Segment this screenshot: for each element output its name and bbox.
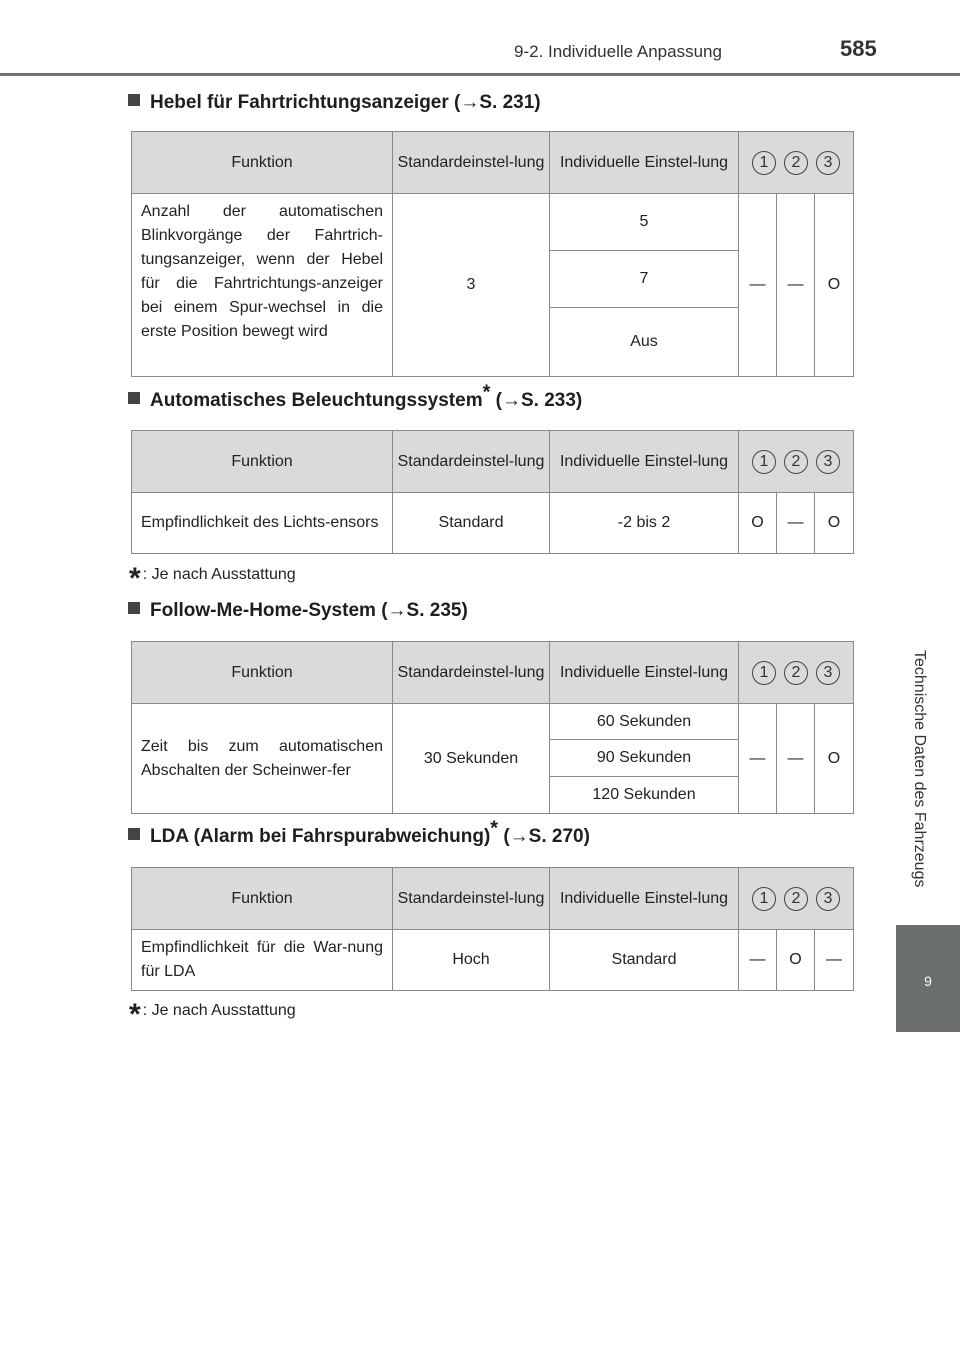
section-title: 9-2. Individuelle Anpassung <box>514 42 722 61</box>
col-header-custom: Individuelle Einstel-lung <box>550 642 739 704</box>
col-header-default: Standardeinstel-lung <box>393 431 550 493</box>
col-header-function: Funktion <box>132 431 393 493</box>
method-2-value: — <box>777 194 815 377</box>
col-header-methods <box>739 642 854 704</box>
col-header-custom: Individuelle Einstel-lung <box>550 868 739 930</box>
custom-option: 120 Sekunden <box>550 777 739 814</box>
method-1-value: — <box>739 930 777 991</box>
circled-2-icon: 2 <box>784 887 808 911</box>
method-3-value: — <box>815 930 854 991</box>
col-header-default: Standardeinstel-lung <box>393 132 550 194</box>
circled-1-icon: 1 <box>752 661 776 685</box>
default-value: Standard <box>393 493 550 554</box>
table-header-row <box>132 868 854 930</box>
section-heading-lda: LDA (Alarm bei Fahrspurabweichung)* (→S. 270) <box>128 826 590 848</box>
method-3-value: O <box>815 704 854 814</box>
chapter-number: 9 <box>924 973 932 989</box>
chapter-tab <box>896 925 960 1032</box>
table-header-row <box>132 132 854 194</box>
col-header-methods <box>739 431 854 493</box>
method-2-value: — <box>777 493 815 554</box>
bullet-square-icon <box>128 94 140 106</box>
method-1-value: O <box>739 493 777 554</box>
function-description: Empfindlichkeit für die War-nung für LDA <box>132 930 393 991</box>
table-row <box>132 493 854 554</box>
footnote: * : Je nach Ausstattung <box>129 998 296 1031</box>
page-number: 585 <box>840 36 877 61</box>
table-header-row <box>132 431 854 493</box>
header-divider <box>0 73 960 76</box>
method-2-value: — <box>777 704 815 814</box>
custom-option: 7 <box>550 251 739 308</box>
table-follow-me-home <box>131 641 854 814</box>
bullet-square-icon <box>128 392 140 404</box>
col-header-function: Funktion <box>132 868 393 930</box>
col-header-default: Standardeinstel-lung <box>393 868 550 930</box>
table-row <box>132 194 854 251</box>
custom-option: 60 Sekunden <box>550 704 739 740</box>
table-turn-signal <box>131 131 854 377</box>
table-row <box>132 930 854 991</box>
method-3-value: O <box>815 194 854 377</box>
col-header-methods <box>739 132 854 194</box>
section-heading-follow-me-home: Follow-Me-Home-System (→S. 235) <box>128 600 468 622</box>
function-description: Empfindlichkeit des Lichts-ensors <box>132 493 393 554</box>
bullet-square-icon <box>128 602 140 614</box>
table-lda <box>131 867 854 991</box>
method-2-value: O <box>777 930 815 991</box>
function-description: Anzahl der automatischen Blinkvorgänge der Fahrtrich-tungsanzeiger, wenn der Hebel für die Fahrtrichtungs-anzeiger bei einem Spur-wechsel in die erste Position bewegt wird <box>132 194 393 377</box>
circled-2-icon: 2 <box>784 450 808 474</box>
custom-option: Standard <box>550 930 739 991</box>
circled-1-icon: 1 <box>752 151 776 175</box>
col-header-custom: Individuelle Einstel-lung <box>550 431 739 493</box>
col-header-custom: Individuelle Einstel-lung <box>550 132 739 194</box>
custom-option: Aus <box>550 308 739 377</box>
col-header-function: Funktion <box>132 642 393 704</box>
col-header-default: Standardeinstel-lung <box>393 642 550 704</box>
col-header-methods <box>739 868 854 930</box>
footnote: * : Je nach Ausstattung <box>129 562 296 595</box>
circled-3-icon: 3 <box>816 661 840 685</box>
section-heading-turn-signal: Hebel für Fahrtrichtungsanzeiger (→S. 231) <box>128 92 541 114</box>
section-heading-auto-light: Automatisches Beleuchtungssystem* (→S. 233) <box>128 390 582 412</box>
method-1-value: — <box>739 194 777 377</box>
col-header-function: Funktion <box>132 132 393 194</box>
custom-option: 90 Sekunden <box>550 740 739 777</box>
circled-3-icon: 3 <box>816 151 840 175</box>
chapter-title: Technische Daten des Fahrzeugs <box>911 650 928 888</box>
table-auto-light <box>131 430 854 554</box>
default-value: Hoch <box>393 930 550 991</box>
table-header-row <box>132 642 854 704</box>
method-3-value: O <box>815 493 854 554</box>
bullet-square-icon <box>128 828 140 840</box>
circled-1-icon: 1 <box>752 450 776 474</box>
function-description: Zeit bis zum automatischen Abschalten der Scheinwer-fer <box>132 704 393 814</box>
circled-3-icon: 3 <box>816 887 840 911</box>
default-value: 30 Sekunden <box>393 704 550 814</box>
method-1-value: — <box>739 704 777 814</box>
circled-1-icon: 1 <box>752 887 776 911</box>
table-row <box>132 704 854 740</box>
circled-2-icon: 2 <box>784 661 808 685</box>
circled-3-icon: 3 <box>816 450 840 474</box>
custom-option: -2 bis 2 <box>550 493 739 554</box>
default-value: 3 <box>393 194 550 377</box>
custom-option: 5 <box>550 194 739 251</box>
circled-2-icon: 2 <box>784 151 808 175</box>
